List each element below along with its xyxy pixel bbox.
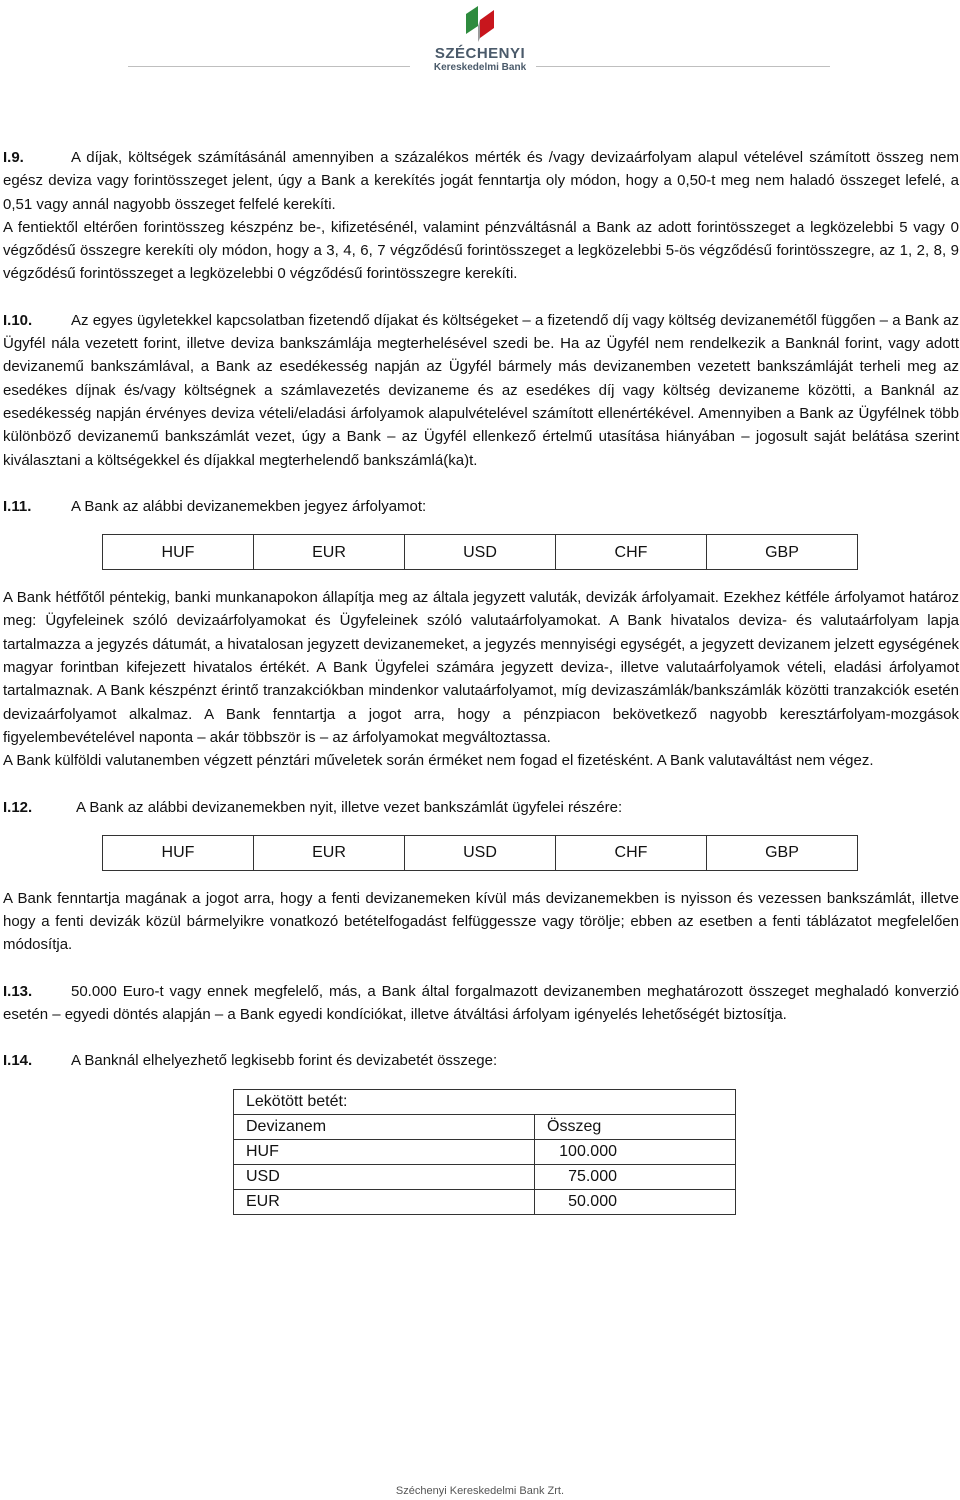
logo-emblem-icon	[460, 4, 500, 44]
currency-cell: USD	[405, 835, 556, 870]
section-number: I.11.	[3, 497, 32, 515]
section-11-paragraph-1: A Bank hétfőtől péntekig, banki munkanapokon állapítja meg az általa jegyzett valuták, devizák árfolyamait. Ezekhez kétféle árfolyamot határoz meg: Ügyfeleinek szóló devizaárfolyamokat és Ügyfeleinek szóló valutaárfolyamokat. A Bank hivatalos deviza- és valutaárfolyam lapja tartalmazza a jegyzés dátumát, a hivatalosan jegyzett devizanemeket, a jegyzés mennyiségi egységét, a jegyzett devizanem jelzett egységének magyar forintban kifejezett hivatalos értékét. A Bank Ügyfelei számára jegyzett deviza-, illetve valutaárfolyamok vételi, eladási árfolyamot tartalmaznak. A Bank készpénzt érintő tranzakciókban mindenkor valutaárfolyamot, míg devizaszámlák/bankszámlák közötti tranzakciók esetén devizaárfolyamot alkalmaz. A Bank fenntartja a jogot arra, hogy a pénzpiacon bekövetkező nagyobb keresztárfolyam-mozgások figyelembevételével naponta – akár többször is – az árfolyamokat megváltoztassa.	[3, 589, 959, 746]
section-text: A díjak, költségek számításánál amennyiben a százalékos mérték és /vagy devizaárfolyam alapul vételével számított összeg nem egész deviza vagy forintösszeget jelent, úgy a Bank a kerekítés jogát fenntartja oly módon, hogy a 0,50-t meg nem haladó összeget lefelé, a 0,51 vagy annál nagyobb összeget felfelé kerekíti.	[3, 149, 959, 213]
logo-name: SZÉCHENYI	[434, 45, 526, 62]
section-text: 50.000 Euro-t vagy ennek megfelelő, más, a Bank által forgalmazott devizanemben meghatározott összeget meghaladó konverzió esetén – egyedi döntés alapján – a Bank egyedi kondíciókat, illetve átváltási árfolyam igényelés lehetőségét biztosítja.	[3, 982, 959, 1024]
section-11-intro	[3, 495, 959, 518]
currency-cell: HUF	[103, 835, 254, 870]
section-12-intro	[3, 796, 959, 819]
quoted-currencies-table	[102, 534, 858, 570]
section-text: Az egyes ügyletekkel kapcsolatban fizetendő díjakat és költségeket – a fizetendő díj vagy költség devizanemétől függően – a Bank az Ügyfél nála vezetett forint, illetve deviza bankszámlája megterhelésével szedi be. Ha az Ügyfél nem rendelkezik a Banknál forint, vagy adott devizanemű bankszámlával, a Bank az esedékesség napján az Ügyfél bármely más devizanemben vezetett bankszámláját terheli meg az esedékes díjnak és/vagy költségnek a számlavezetés devizaneme és az esedékes díj vagy költség devizaneme közötti, a Banknál az esedékesség napján érvényes deviza vételi/eladási árfolyamok alapulvételével számított ellenértékével. Amennyiben a Bank az Ügyfélnek több különböző devizanemű bankszámlát vezet, úgy a Bank – az Ügyfél ellenkező értelmű utasítása hiányában – jogosult saját belátása szerint kiválasztani a költségekkel és díjakkal megterhelendő bankszámlá(ka)t.	[3, 311, 959, 469]
amount-cell: 75.000	[535, 1164, 736, 1189]
section-10	[3, 309, 959, 472]
currency-cell: EUR	[254, 535, 405, 570]
page-header	[0, 0, 960, 100]
section-14-intro	[3, 1049, 959, 1072]
currency-cell: USD	[405, 535, 556, 570]
table-row	[234, 1139, 736, 1164]
section-9-paragraph-1	[3, 146, 959, 216]
column-header: Összeg	[535, 1114, 736, 1139]
currency-cell: HUF	[234, 1139, 535, 1164]
currency-cell: EUR	[234, 1189, 535, 1214]
table-title-row	[234, 1089, 736, 1114]
currency-cell: GBP	[707, 835, 858, 870]
document-body	[3, 146, 959, 1215]
logo-subtitle: Kereskedelmi Bank	[433, 62, 527, 73]
minimum-deposit-table	[233, 1089, 736, 1215]
currency-cell: EUR	[254, 835, 405, 870]
section-text: A Bank az alábbi devizanemekben jegyez árfolyamot:	[71, 497, 427, 515]
currency-cell: USD	[234, 1164, 535, 1189]
section-13	[3, 980, 959, 1027]
table-header-row	[234, 1114, 736, 1139]
amount-cell: 50.000	[535, 1189, 736, 1214]
currency-cell: CHF	[556, 835, 707, 870]
table-row	[234, 1164, 736, 1189]
section-text: A Banknál elhelyezhető legkisebb forint és devizabetét összege:	[71, 1052, 498, 1070]
currency-cell: GBP	[707, 535, 858, 570]
bank-logo	[430, 4, 530, 94]
table-row	[234, 1189, 736, 1214]
section-number: I.13.	[3, 982, 33, 1000]
header-rule-right	[536, 66, 830, 67]
section-number: I.14.	[3, 1052, 33, 1070]
section-number: I.12.	[3, 798, 33, 816]
amount-cell: 100.000	[535, 1139, 736, 1164]
section-text: A Bank az alábbi devizanemekben nyit, illetve vezet bankszámlát ügyfelei részére:	[76, 798, 623, 816]
section-number: I.9.	[3, 149, 24, 166]
table-row	[103, 535, 858, 570]
page-footer: Széchenyi Kereskedelmi Bank Zrt.	[395, 1485, 565, 1497]
column-header: Devizanem	[234, 1114, 535, 1139]
account-currencies-table	[102, 835, 858, 871]
section-11-paragraph-2: A Bank külföldi valutanemben végzett pénztári műveletek során érméket nem fogad el fizetésként. A Bank valutaváltást nem végez.	[3, 752, 874, 770]
table-title: Lekötött betét:	[234, 1089, 736, 1114]
section-9-paragraph-2: A fentiektől eltérően forintösszeg készpénz be-, kifizetésénél, valamint pénzváltásnál a Bank az adott forintösszeget a legközelebbi 5 vagy 0 végződésű összegre kerekíti oly módon, hogy a 3, 4, 6, 7 végződésű forintösszeget a legközelebbi 5-ös végződésű forintösszegre, az 1, 2, 8, 9 végződésű forintösszeget a legközelebbi 0 végződésű forintösszegre kerekíti.	[3, 218, 959, 283]
section-12-text: A Bank fenntartja magának a jogot arra, hogy a fenti devizanemeken kívül más devizanemekben is nyisson és vezessen bankszámlát, illetve hogy a fenti devizák közül bármelyikre vonatkozó betételfogadást felfüggessze vagy törölje; ebben az esetben a fenti táblázatot megfelelően módosítja.	[3, 889, 959, 954]
table-row	[103, 835, 858, 870]
header-rule-left	[128, 66, 410, 67]
currency-cell: CHF	[556, 535, 707, 570]
section-number: I.10.	[3, 311, 33, 329]
currency-cell: HUF	[103, 535, 254, 570]
